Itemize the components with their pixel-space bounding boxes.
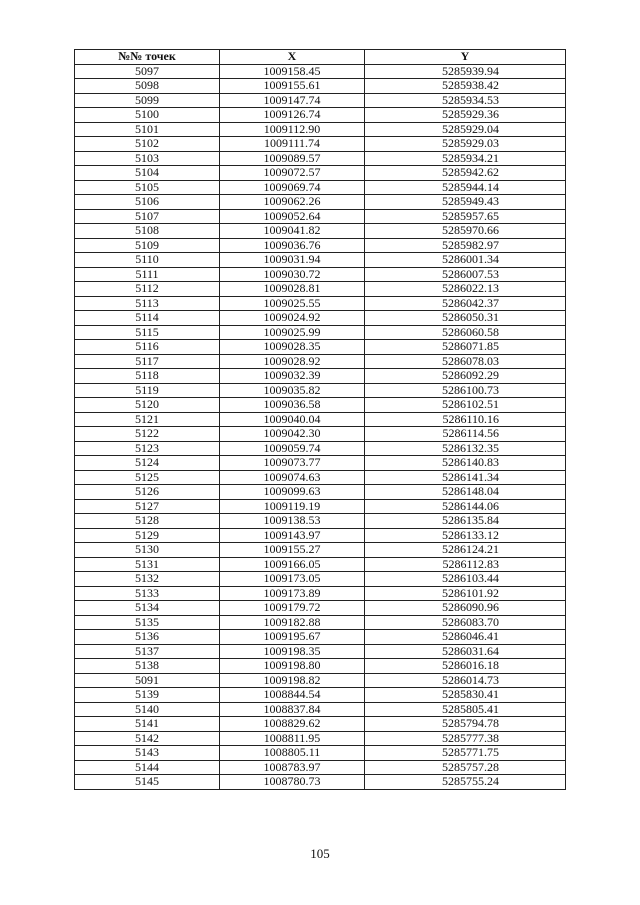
point-number-cell: 5135 [75,615,220,630]
table-row [75,688,566,703]
x-coordinate-cell: 1008805.11 [220,746,365,761]
y-coordinate-cell: 5286132.35 [365,441,566,456]
table-row [75,267,566,282]
x-coordinate-cell: 1009028.81 [220,282,365,297]
point-number-cell: 5137 [75,644,220,659]
point-number-cell: 5119 [75,383,220,398]
table-row [75,108,566,123]
point-number-cell: 5112 [75,282,220,297]
point-number-cell: 5120 [75,398,220,413]
y-coordinate-cell: 5286101.92 [365,586,566,601]
point-number-cell: 5142 [75,731,220,746]
table-row [75,412,566,427]
point-number-cell: 5123 [75,441,220,456]
table-body [75,64,566,789]
x-coordinate-cell: 1009166.05 [220,557,365,572]
y-coordinate-cell: 5286140.83 [365,456,566,471]
table-row [75,572,566,587]
x-coordinate-cell: 1009028.35 [220,340,365,355]
table-row [75,775,566,790]
x-coordinate-cell: 1008780.73 [220,775,365,790]
x-coordinate-cell: 1009155.27 [220,543,365,558]
table-row [75,717,566,732]
point-number-cell: 5124 [75,456,220,471]
x-coordinate-cell: 1009158.45 [220,64,365,79]
y-coordinate-cell: 5286124.21 [365,543,566,558]
table-row [75,79,566,94]
y-coordinate-cell: 5286078.03 [365,354,566,369]
point-number-cell: 5099 [75,93,220,108]
y-coordinate-cell: 5285944.14 [365,180,566,195]
y-coordinate-cell: 5286083.70 [365,615,566,630]
y-coordinate-cell: 5286148.04 [365,485,566,500]
x-coordinate-cell: 1009025.99 [220,325,365,340]
y-coordinate-cell: 5285942.62 [365,166,566,181]
x-coordinate-cell: 1009198.35 [220,644,365,659]
y-coordinate-cell: 5286042.37 [365,296,566,311]
point-number-cell: 5127 [75,499,220,514]
y-coordinate-cell: 5286135.84 [365,514,566,529]
table-row [75,383,566,398]
point-number-cell: 5108 [75,224,220,239]
table-row [75,340,566,355]
x-coordinate-cell: 1009052.64 [220,209,365,224]
table-row [75,325,566,340]
table-row [75,630,566,645]
point-number-cell: 5145 [75,775,220,790]
table-row [75,64,566,79]
point-number-cell: 5115 [75,325,220,340]
point-number-cell: 5111 [75,267,220,282]
table-row [75,601,566,616]
table-header-row [75,50,566,65]
table-row [75,195,566,210]
x-coordinate-cell: 1009072.57 [220,166,365,181]
y-coordinate-cell: 5285805.41 [365,702,566,717]
table-row [75,354,566,369]
x-coordinate-cell: 1008837.84 [220,702,365,717]
x-coordinate-cell: 1009089.57 [220,151,365,166]
table-row [75,122,566,137]
point-number-cell: 5116 [75,340,220,355]
y-coordinate-cell: 5285929.03 [365,137,566,152]
table-row [75,282,566,297]
point-number-cell: 5139 [75,688,220,703]
point-number-cell: 5105 [75,180,220,195]
x-coordinate-cell: 1009099.63 [220,485,365,500]
point-number-cell: 5098 [75,79,220,94]
point-number-cell: 5113 [75,296,220,311]
point-number-cell: 5131 [75,557,220,572]
point-number-cell: 5101 [75,122,220,137]
table-row [75,253,566,268]
y-coordinate-cell: 5285934.53 [365,93,566,108]
x-coordinate-cell: 1009032.39 [220,369,365,384]
x-coordinate-cell: 1009195.67 [220,630,365,645]
point-number-cell: 5104 [75,166,220,181]
y-coordinate-cell: 5286092.29 [365,369,566,384]
table-row [75,224,566,239]
table-row [75,673,566,688]
y-coordinate-cell: 5286071.85 [365,340,566,355]
x-coordinate-cell: 1009173.05 [220,572,365,587]
header-point-number: №№ точек [75,50,220,65]
x-coordinate-cell: 1008811.95 [220,731,365,746]
y-coordinate-cell: 5286090.96 [365,601,566,616]
y-coordinate-cell: 5286110.16 [365,412,566,427]
x-coordinate-cell: 1009040.04 [220,412,365,427]
table-row [75,760,566,775]
y-coordinate-cell: 5285755.24 [365,775,566,790]
table-row [75,470,566,485]
x-coordinate-cell: 1009028.92 [220,354,365,369]
y-coordinate-cell: 5286001.34 [365,253,566,268]
table-row [75,543,566,558]
table-row [75,485,566,500]
y-coordinate-cell: 5285830.41 [365,688,566,703]
table-row [75,369,566,384]
x-coordinate-cell: 1009198.80 [220,659,365,674]
x-coordinate-cell: 1009143.97 [220,528,365,543]
x-coordinate-cell: 1009036.58 [220,398,365,413]
table-row [75,731,566,746]
point-number-cell: 5100 [75,108,220,123]
table-row [75,238,566,253]
point-number-cell: 5138 [75,659,220,674]
y-coordinate-cell: 5285934.21 [365,151,566,166]
point-number-cell: 5140 [75,702,220,717]
table-row [75,557,566,572]
y-coordinate-cell: 5286014.73 [365,673,566,688]
y-coordinate-cell: 5286133.12 [365,528,566,543]
point-number-cell: 5103 [75,151,220,166]
x-coordinate-cell: 1009126.74 [220,108,365,123]
table-row [75,166,566,181]
table-row [75,746,566,761]
point-number-cell: 5141 [75,717,220,732]
x-coordinate-cell: 1009073.77 [220,456,365,471]
point-number-cell: 5121 [75,412,220,427]
table-row [75,209,566,224]
x-coordinate-cell: 1009036.76 [220,238,365,253]
y-coordinate-cell: 5286102.51 [365,398,566,413]
y-coordinate-cell: 5286100.73 [365,383,566,398]
page-number: 105 [310,846,330,861]
x-coordinate-cell: 1009035.82 [220,383,365,398]
point-number-cell: 5106 [75,195,220,210]
x-coordinate-cell: 1009198.82 [220,673,365,688]
table-row [75,586,566,601]
y-coordinate-cell: 5285929.04 [365,122,566,137]
y-coordinate-cell: 5285771.75 [365,746,566,761]
table-row [75,398,566,413]
table-row [75,499,566,514]
header-x: X [220,50,365,65]
table-row [75,456,566,471]
y-coordinate-cell: 5286016.18 [365,659,566,674]
table-row [75,441,566,456]
y-coordinate-cell: 5285777.38 [365,731,566,746]
y-coordinate-cell: 5286046.41 [365,630,566,645]
point-number-cell: 5109 [75,238,220,253]
x-coordinate-cell: 1008783.97 [220,760,365,775]
x-coordinate-cell: 1009025.55 [220,296,365,311]
y-coordinate-cell: 5286144.06 [365,499,566,514]
x-coordinate-cell: 1009069.74 [220,180,365,195]
x-coordinate-cell: 1009042.30 [220,427,365,442]
x-coordinate-cell: 1009074.63 [220,470,365,485]
point-number-cell: 5125 [75,470,220,485]
point-number-cell: 5130 [75,543,220,558]
x-coordinate-cell: 1009031.94 [220,253,365,268]
x-coordinate-cell: 1009138.53 [220,514,365,529]
x-coordinate-cell: 1009119.19 [220,499,365,514]
x-coordinate-cell: 1009147.74 [220,93,365,108]
y-coordinate-cell: 5286103.44 [365,572,566,587]
x-coordinate-cell: 1009182.88 [220,615,365,630]
x-coordinate-cell: 1008844.54 [220,688,365,703]
y-coordinate-cell: 5285939.94 [365,64,566,79]
y-coordinate-cell: 5286031.64 [365,644,566,659]
y-coordinate-cell: 5286022.13 [365,282,566,297]
y-coordinate-cell: 5285757.28 [365,760,566,775]
x-coordinate-cell: 1009173.89 [220,586,365,601]
point-number-cell: 5132 [75,572,220,587]
point-number-cell: 5128 [75,514,220,529]
y-coordinate-cell: 5286060.58 [365,325,566,340]
x-coordinate-cell: 1009030.72 [220,267,365,282]
x-coordinate-cell: 1009112.90 [220,122,365,137]
x-coordinate-cell: 1009179.72 [220,601,365,616]
point-number-cell: 5110 [75,253,220,268]
y-coordinate-cell: 5286112.83 [365,557,566,572]
y-coordinate-cell: 5286007.53 [365,267,566,282]
y-coordinate-cell: 5286050.31 [365,311,566,326]
point-number-cell: 5143 [75,746,220,761]
point-number-cell: 5114 [75,311,220,326]
y-coordinate-cell: 5285970.66 [365,224,566,239]
y-coordinate-cell: 5286114.56 [365,427,566,442]
point-number-cell: 5134 [75,601,220,616]
table-row [75,296,566,311]
y-coordinate-cell: 5285957.65 [365,209,566,224]
point-number-cell: 5097 [75,64,220,79]
table-row [75,137,566,152]
x-coordinate-cell: 1009041.82 [220,224,365,239]
table-row [75,93,566,108]
table-row [75,528,566,543]
coordinates-table [74,49,566,790]
x-coordinate-cell: 1008829.62 [220,717,365,732]
table-row [75,151,566,166]
table-row [75,702,566,717]
table-row [75,427,566,442]
table-row [75,615,566,630]
point-number-cell: 5118 [75,369,220,384]
x-coordinate-cell: 1009062.26 [220,195,365,210]
point-number-cell: 5122 [75,427,220,442]
point-number-cell: 5102 [75,137,220,152]
point-number-cell: 5133 [75,586,220,601]
point-number-cell: 5091 [75,673,220,688]
y-coordinate-cell: 5286141.34 [365,470,566,485]
y-coordinate-cell: 5285949.43 [365,195,566,210]
x-coordinate-cell: 1009155.61 [220,79,365,94]
table-row [75,659,566,674]
y-coordinate-cell: 5285938.42 [365,79,566,94]
point-number-cell: 5126 [75,485,220,500]
table-row [75,644,566,659]
point-number-cell: 5136 [75,630,220,645]
x-coordinate-cell: 1009111.74 [220,137,365,152]
point-number-cell: 5144 [75,760,220,775]
x-coordinate-cell: 1009024.92 [220,311,365,326]
table-row [75,514,566,529]
y-coordinate-cell: 5285794.78 [365,717,566,732]
header-y: Y [365,50,566,65]
table-row [75,311,566,326]
point-number-cell: 5129 [75,528,220,543]
y-coordinate-cell: 5285929.36 [365,108,566,123]
x-coordinate-cell: 1009059.74 [220,441,365,456]
point-number-cell: 5117 [75,354,220,369]
table-row [75,180,566,195]
y-coordinate-cell: 5285982.97 [365,238,566,253]
point-number-cell: 5107 [75,209,220,224]
